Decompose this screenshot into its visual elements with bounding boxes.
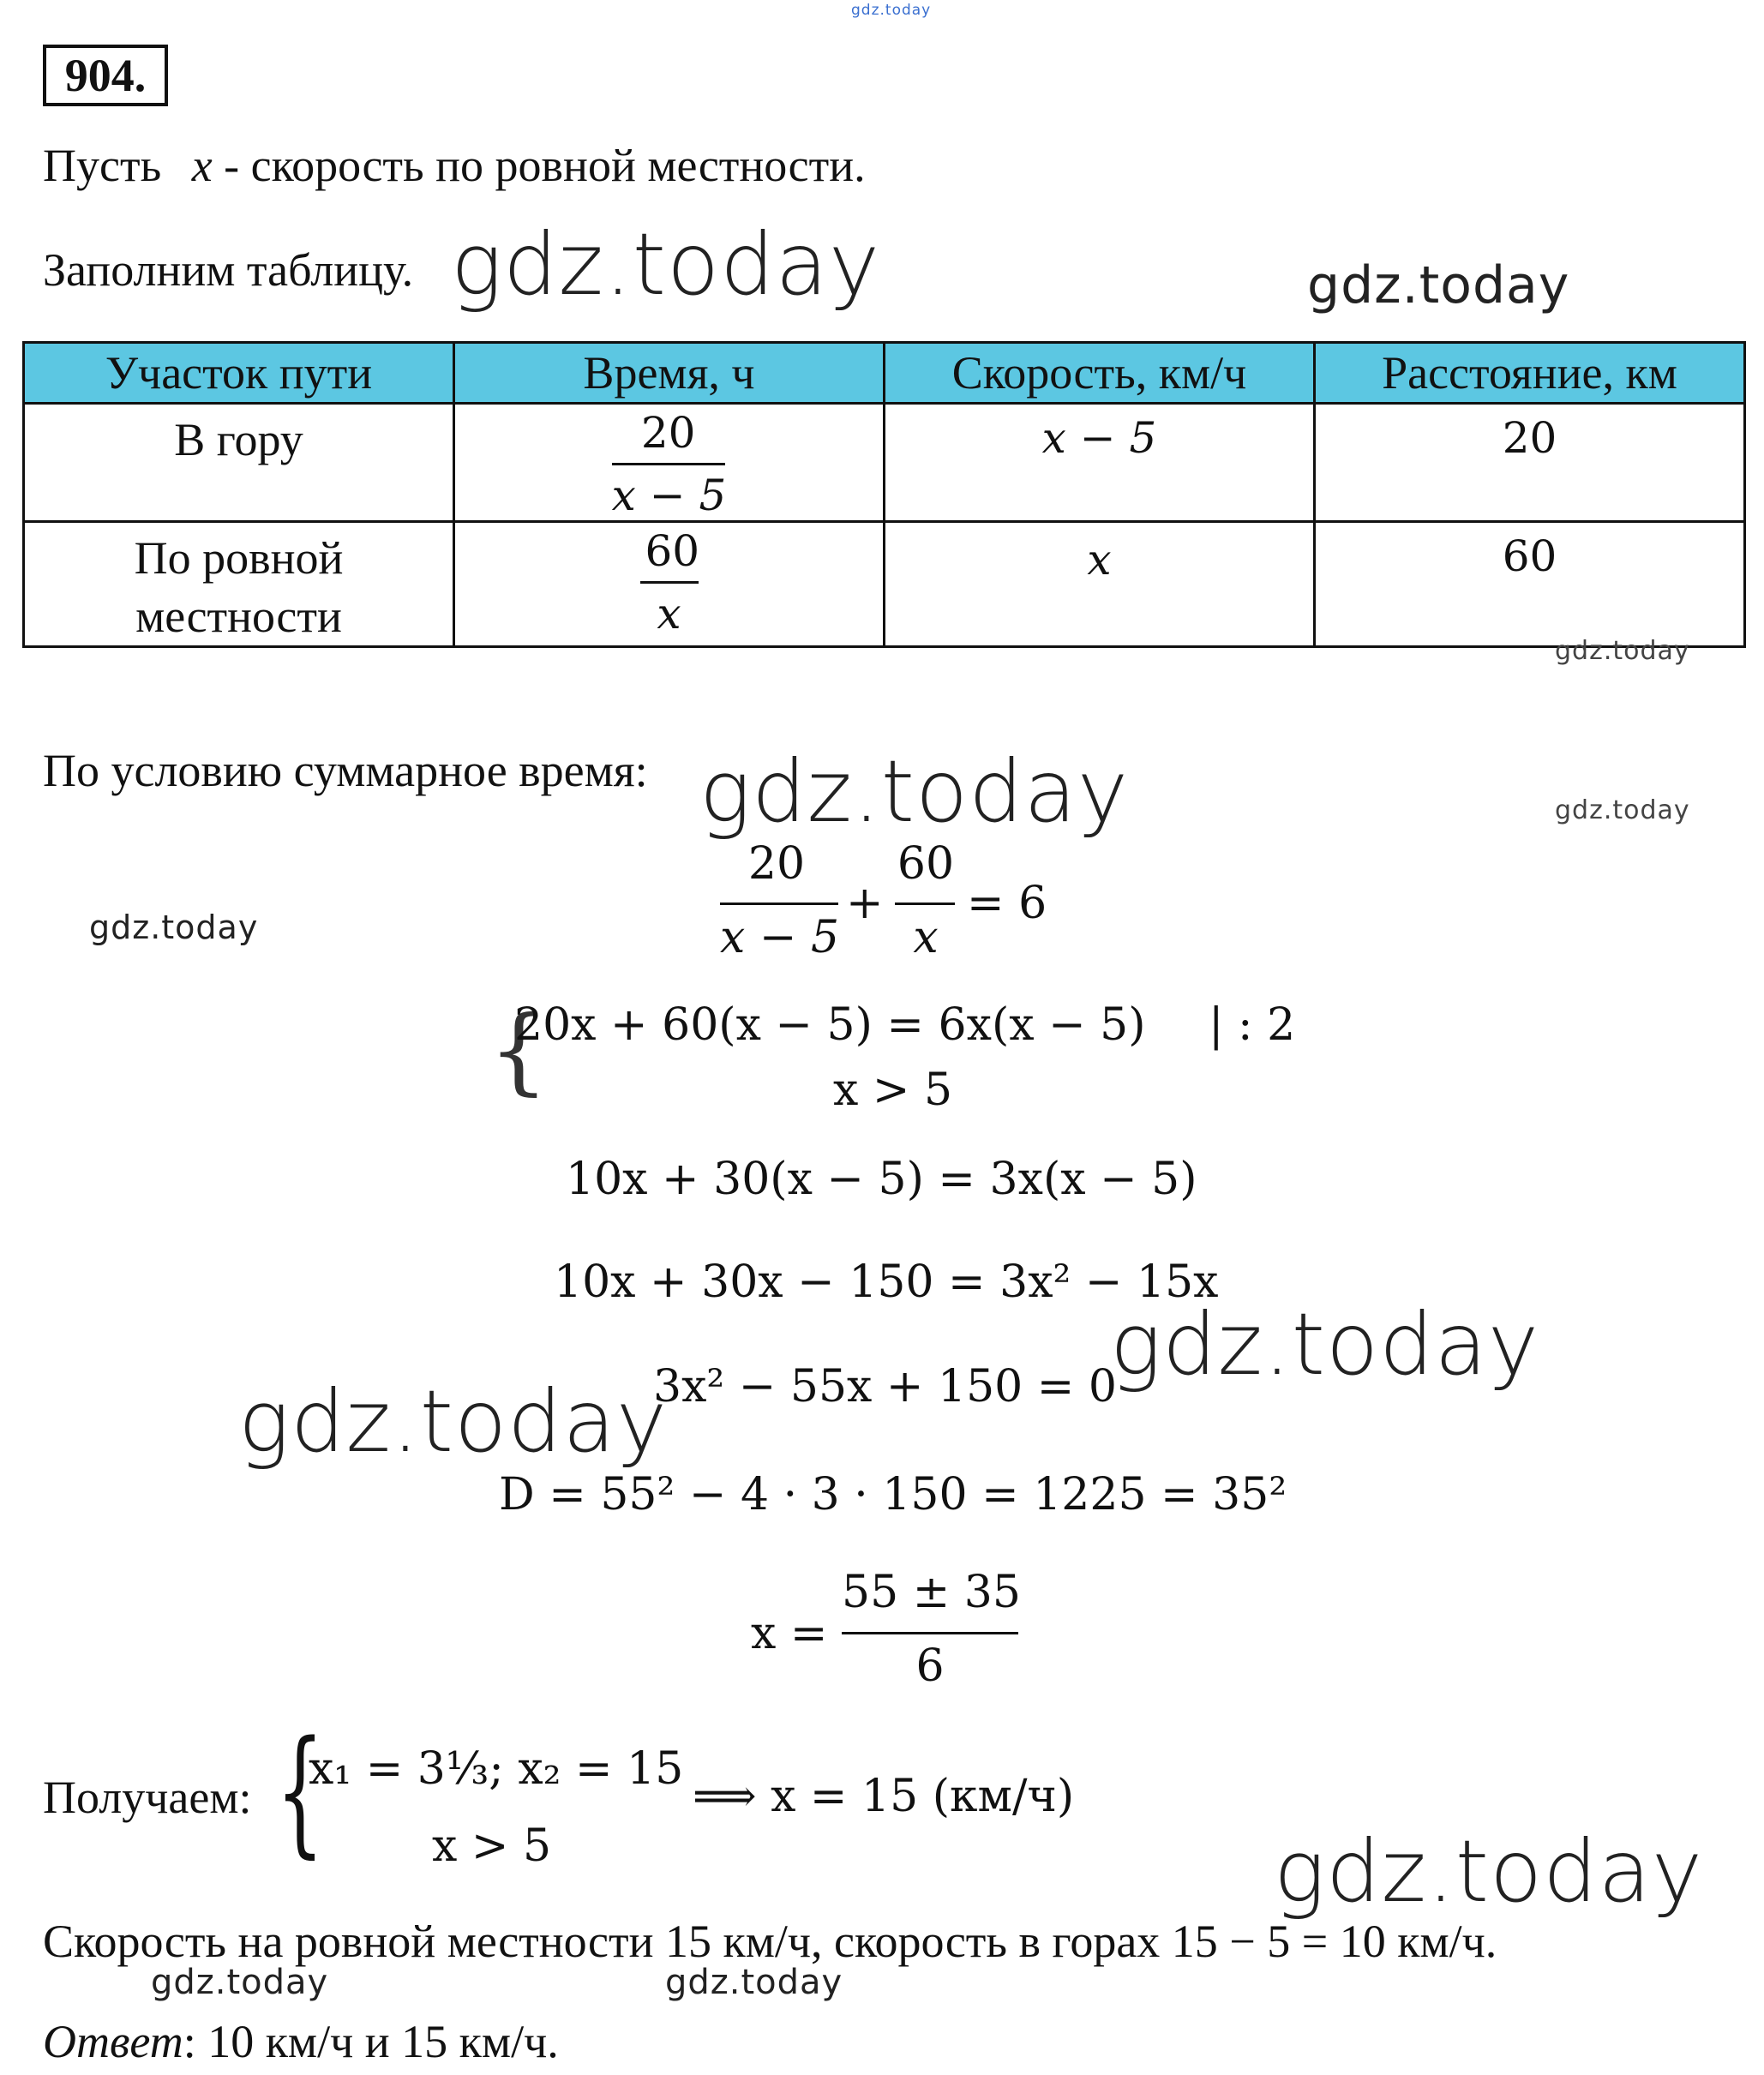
roots-num: 55 ± 35 (842, 1567, 1021, 1618)
watermark-9: gdz.today (1274, 1821, 1704, 1922)
brace-icon: { (276, 1711, 324, 1871)
watermark-7: gdz.today (1110, 1294, 1540, 1394)
conclusion: Скорость на ровной местности 15 км/ч, скорость в горах 15 − 5 = 10 км/ч. (43, 1916, 1497, 1967)
roots-den: 6 (915, 1640, 945, 1692)
eq-rhs: = 6 (967, 878, 1047, 929)
time-fraction (640, 526, 699, 639)
answer-text: : 10 км/ч и 15 км/ч. (183, 2016, 559, 2067)
data-table (22, 341, 1746, 648)
fraction-denominator: x (657, 589, 681, 639)
table-cell-segment: В гору (24, 404, 454, 522)
step-2: 10x + 30x − 150 = 3x² − 15x (554, 1256, 1219, 1308)
watermark-4: gdz.today (699, 741, 1130, 842)
system1-line1: 20x + 60(x − 5) = 6x(x − 5) (514, 999, 1146, 1051)
intro-word: Пусть (43, 140, 162, 191)
table-cell-speed: x (885, 522, 1315, 647)
table-header-row (24, 343, 1745, 404)
fraction-numerator: 20 (612, 408, 725, 465)
watermark-top: gdz.today (851, 2, 932, 19)
step-3: 3x² − 55x + 150 = 0 (653, 1361, 1117, 1412)
watermark-5: gdz.today (1555, 795, 1690, 825)
result-implication: ⟹ x = 15 (км/ч) (693, 1771, 1075, 1822)
eq-plus: + (846, 878, 884, 929)
brace-icon: { (489, 995, 549, 1105)
table-header: Участок пути (24, 343, 454, 404)
watermark-2: gdz.today (1307, 255, 1570, 315)
time-fraction (612, 408, 727, 520)
system1-divisor: | : 2 (1209, 999, 1296, 1051)
result-line2: x > 5 (432, 1820, 552, 1872)
result-label: Получаем: (43, 1772, 252, 1823)
watermark-10: gdz.today (151, 1963, 329, 2002)
eq-f1-bar (720, 903, 838, 905)
result-line1: x₁ = 3⅓; x₂ = 15 (309, 1743, 684, 1795)
watermark-3: gdz.today (1555, 636, 1690, 666)
watermark-1: gdz.today (451, 214, 881, 315)
intro-var: x (191, 140, 213, 191)
condition-label: По условию суммарное время: (43, 745, 648, 796)
table-header: Расстояние, км (1315, 343, 1745, 404)
table-row (24, 522, 1745, 647)
answer-label: Ответ (43, 2016, 183, 2067)
eq-f1-den: x − 5 (720, 912, 840, 963)
fraction-numerator: 60 (640, 526, 699, 584)
roots-lhs: x = (751, 1608, 828, 1659)
segment-line: местности (135, 590, 342, 642)
watermark-8: gdz.today (238, 1371, 669, 1472)
step-4: D = 55² − 4 · 3 · 150 = 1225 = 35² (499, 1469, 1287, 1520)
table-cell-distance: 60 (1315, 522, 1745, 647)
roots-bar (842, 1632, 1018, 1634)
table-cell-speed: x − 5 (885, 404, 1315, 522)
segment-line: По ровной (134, 532, 344, 584)
table-cell-segment (24, 522, 454, 647)
step-1: 10x + 30(x − 5) = 3x(x − 5) (566, 1154, 1197, 1205)
intro-rest: - скорость по ровной местности. (224, 140, 866, 191)
problem-number: 904. (43, 45, 168, 106)
table-cell-time (454, 404, 885, 522)
eq-f2-den: x (913, 912, 939, 963)
system1-line2: x > 5 (833, 1064, 953, 1116)
intro-line (43, 142, 866, 189)
table-header: Время, ч (454, 343, 885, 404)
watermark-6: gdz.today (89, 909, 259, 946)
table-cell-time (454, 522, 885, 647)
fraction-denominator: x − 5 (611, 471, 727, 520)
fill-table-label: Заполним таблицу. (43, 244, 414, 296)
watermark-11: gdz.today (665, 1963, 843, 2002)
table-cell-distance: 20 (1315, 404, 1745, 522)
eq-f2-num: 60 (897, 838, 955, 890)
table-header: Скорость, км/ч (885, 343, 1315, 404)
eq-f2-bar (895, 903, 955, 905)
table-row (24, 404, 1745, 522)
answer-line (43, 2018, 559, 2065)
eq-f1-num: 20 (747, 838, 806, 890)
